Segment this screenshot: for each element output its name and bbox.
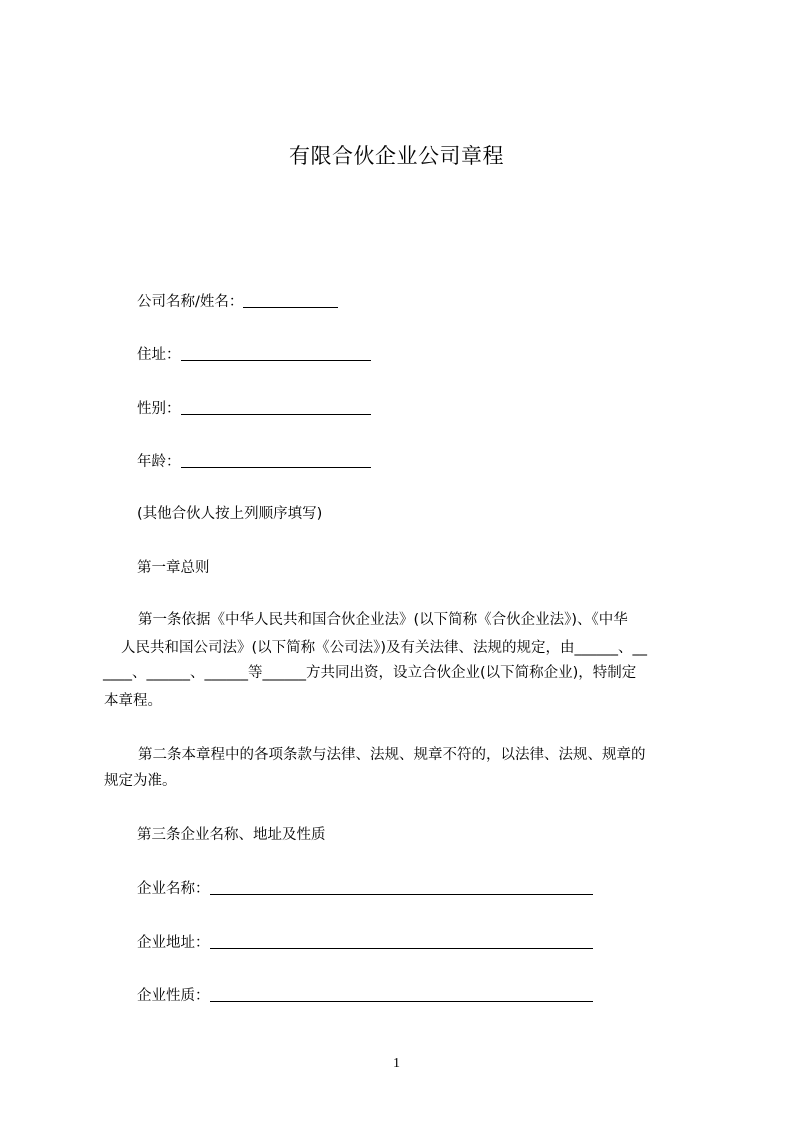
enterprise-name-field [137,878,593,899]
gender-blank [181,398,371,415]
article1-line2: 人民共和国公司法》(以下简称《公司法》)及有关法律、法规的规定，由______、__ [121,640,648,656]
article1-line3: ____、______、______等______方共同出资，设立合伙企业(以下简称企业)，特制定 [103,665,637,681]
gender-label: 性别： [137,401,181,417]
address-blank [181,344,371,361]
page-number: 1 [393,1056,400,1071]
article3-heading: 第三条企业名称、地址及性质 [137,827,326,843]
company-name-blank [243,291,338,308]
enterprise-nature-label: 企业性质： [137,988,210,1004]
enterprise-name-label: 企业名称： [137,881,210,897]
gender-field [137,398,371,419]
address-label: 住址： [137,347,181,363]
age-blank [181,451,371,468]
enterprise-address-blank [210,932,593,949]
document-title: 有限合伙企业公司章程 [289,144,504,168]
article1-line1: 第一条依据《中华人民共和国合伙企业法》(以下简称《合伙企业法》)、《中华 [138,612,628,628]
company-name-label: 公司名称/姓名： [137,294,244,310]
enterprise-address-field [137,932,593,953]
partner-note: (其他合伙人按上列顺序填写) [137,506,323,522]
chapter1-heading: 第一章总则 [137,560,210,576]
article1-line4: 本章程。 [104,693,162,709]
company-name-field [137,291,338,312]
enterprise-address-label: 企业地址： [137,935,210,951]
enterprise-name-blank [210,878,593,895]
age-field [137,451,371,472]
article2-line1: 第二条本章程中的各项条款与法律、法规、规章不符的，以法律、法规、规章的 [138,747,646,763]
article2-line2: 规定为准。 [104,773,177,789]
enterprise-nature-field [137,985,593,1006]
enterprise-nature-blank [210,985,593,1002]
age-label: 年龄： [137,454,181,470]
address-field [137,344,371,365]
